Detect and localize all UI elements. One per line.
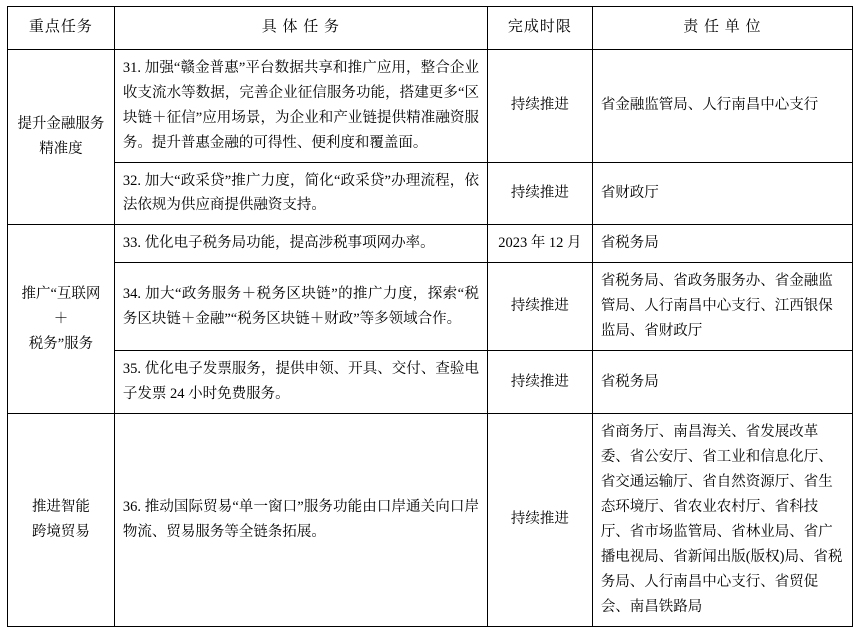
task-cell: 31. 加强“赣金普惠”平台数据共享和推广应用，整合企业收支流水等数据，完善企业征信服务功能，搭建更多“区块链＋征信”应用场景，为企业和产业链提供精准融资服务。提升普惠金融的可得性、便利度和覆盖面。 xyxy=(114,49,487,162)
deadline-cell: 持续推进 xyxy=(487,351,592,414)
task-cell: 36. 推动国际贸易“单一窗口”服务功能由口岸通关向口岸物流、贸易服务等全链条拓展。 xyxy=(114,414,487,627)
unit-cell: 省商务厅、南昌海关、省发展改革委、省公安厅、省工业和信息化厅、省交通运输厅、省自然资源厅、省生态环境厅、省农业农村厅、省科技厅、省市场监管局、省林业局、省广播电视局、省新闻出版(版权)局、省税务局、人行南昌中心支行、省贸促会、南昌铁路局 xyxy=(592,414,852,627)
table-row xyxy=(8,263,853,351)
task-cell: 33. 优化电子税务局功能，提高涉税事项网办率。 xyxy=(114,225,487,263)
table-header-row xyxy=(8,7,853,50)
task-cell: 34. 加大“政务服务＋税务区块链”的推广力度，探索“税务区块链＋金融”“税务区块链＋财政”等多领域合作。 xyxy=(114,263,487,351)
deadline-cell: 持续推进 xyxy=(487,263,592,351)
table-row xyxy=(8,414,853,627)
unit-cell: 省金融监管局、人行南昌中心支行 xyxy=(592,49,852,162)
category-cell: 推广“互联网＋ 税务”服务 xyxy=(8,225,115,414)
column-header-category: 重点任务 xyxy=(8,7,115,50)
unit-cell: 省税务局 xyxy=(592,351,852,414)
task-cell: 32. 加大“政采贷”推广力度，简化“政采贷”办理流程，依法依规为供应商提供融资支持。 xyxy=(114,162,487,225)
table-row xyxy=(8,225,853,263)
category-cell: 推进智能 跨境贸易 xyxy=(8,414,115,627)
deadline-cell: 持续推进 xyxy=(487,49,592,162)
unit-cell: 省税务局 xyxy=(592,225,852,263)
task-cell: 35. 优化电子发票服务，提供申领、开具、交付、查验电子发票 24 小时免费服务。 xyxy=(114,351,487,414)
unit-cell: 省税务局、省政务服务办、省金融监管局、人行南昌中心支行、江西银保监局、省财政厅 xyxy=(592,263,852,351)
category-cell: 提升金融服务 精准度 xyxy=(8,49,115,225)
table-row xyxy=(8,162,853,225)
column-header-deadline: 完成时限 xyxy=(487,7,592,50)
table-row xyxy=(8,351,853,414)
column-header-unit: 责 任 单 位 xyxy=(592,7,852,50)
deadline-cell: 持续推进 xyxy=(487,414,592,627)
unit-cell: 省财政厅 xyxy=(592,162,852,225)
deadline-cell: 2023 年 12 月 xyxy=(487,225,592,263)
deadline-cell: 持续推进 xyxy=(487,162,592,225)
column-header-task: 具 体 任 务 xyxy=(114,7,487,50)
table-row xyxy=(8,49,853,162)
task-table xyxy=(7,6,853,627)
